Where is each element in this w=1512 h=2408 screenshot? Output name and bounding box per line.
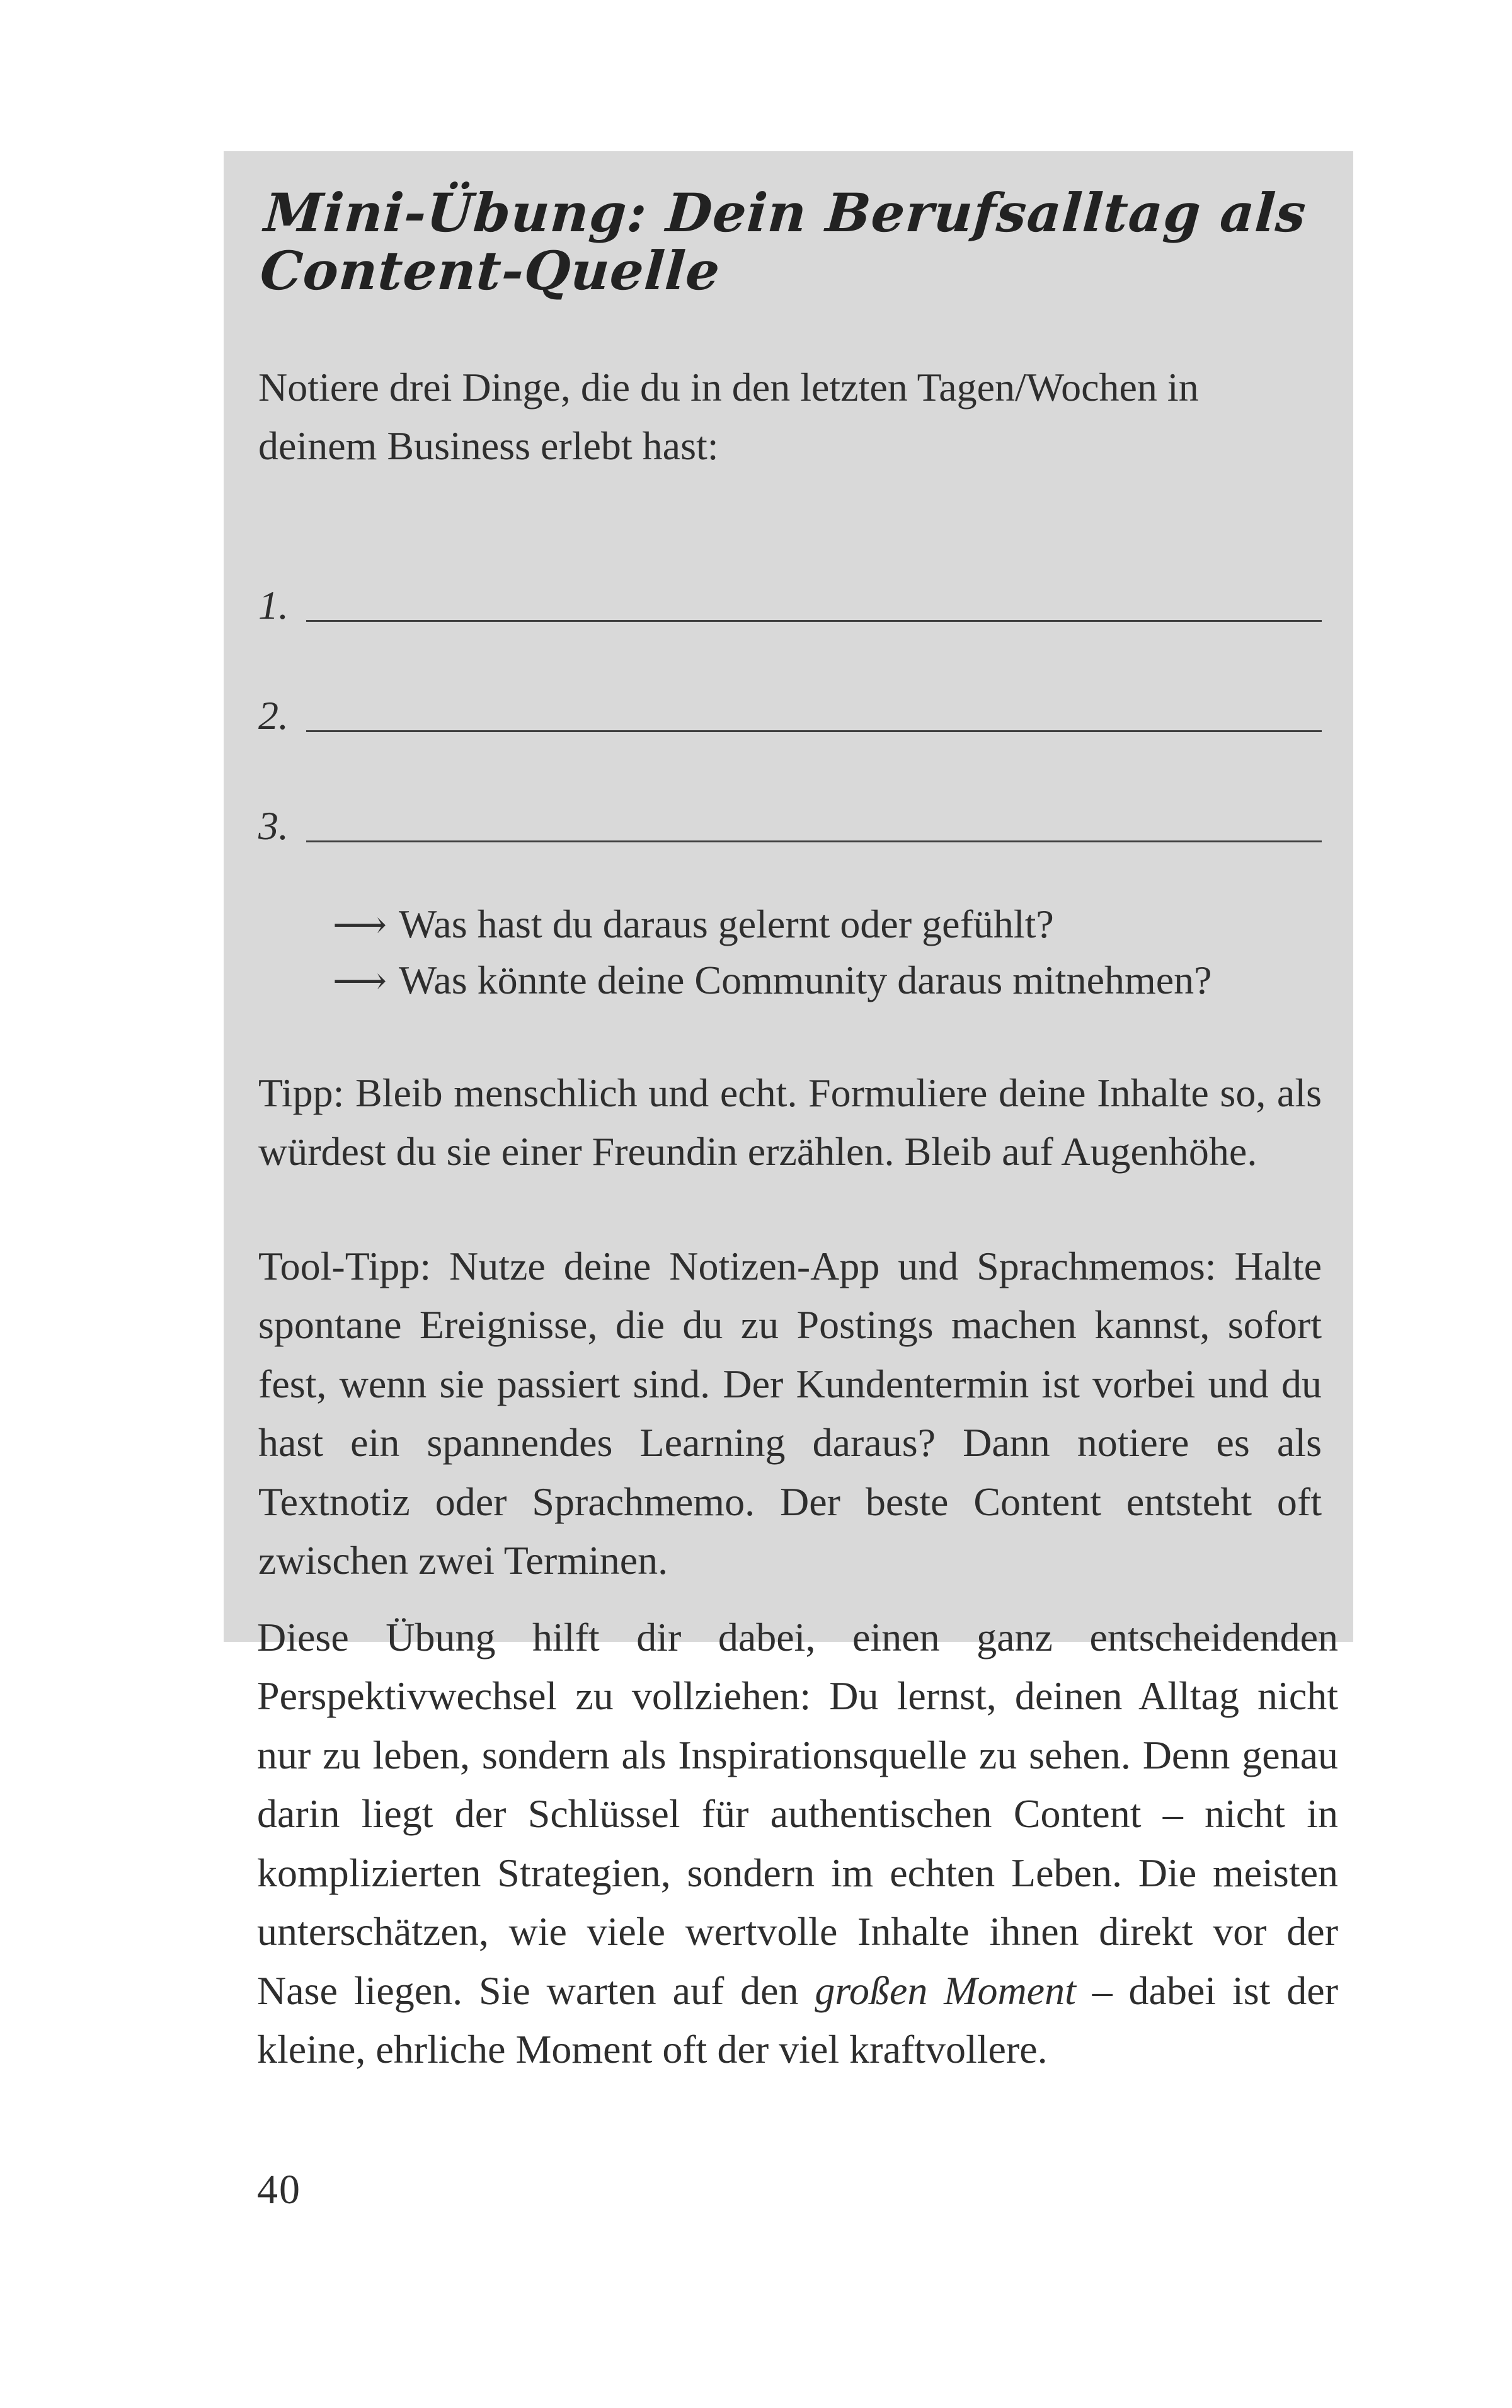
right-arrow-icon: ⟶ [333, 904, 387, 946]
exercise-title: Mini-Übung: Dein Berufsalltag als Content-Quelle [258, 181, 1309, 302]
arrow-question-text-1: Was hast du daraus gelernt oder gefühlt? [399, 902, 1054, 947]
body-text [257, 1608, 1338, 2079]
body-italic-phrase: großen Moment [815, 1968, 1076, 2013]
answer-row-3 [258, 737, 1322, 847]
arrow-question-row-2 [333, 953, 1322, 1008]
arrow-question-row-1 [333, 897, 1322, 952]
exercise-box [224, 151, 1353, 1642]
answer-line-2 [306, 730, 1322, 732]
answer-number-3: 3. [258, 803, 289, 849]
body-paragraph-start: Diese Übung hilft dir dabei, einen ganz entscheidenden Perspektivwechsel zu vollziehen: Du lernst, deinen Alltag nicht nur zu leben, sondern als Inspirationsquelle zu sehen. Denn genau darin liegt der Schlüssel für authentischen Content – nicht in komplizierten Strategien, sondern im echten Leben. Die meisten unterschätzen, wie viele wertvolle Inhalte ihnen direkt vor der Nase liegen. Sie warten auf den [257, 1615, 1338, 2013]
answer-number-1: 1. [258, 583, 289, 628]
answer-number-2: 2. [258, 693, 289, 738]
answer-line-3 [306, 840, 1322, 842]
tool-tipp-paragraph: Tool-Tipp: Nutze deine Notizen-App und Sprachmemos: Halte spontane Ereignisse, die du zu Postings machen kannst, sofort fest, wenn sie passiert sind. Der Kundentermin ist vorbei und du hast ein spannendes Learning daraus? Dann notiere es als Textnotiz oder Sprachmemo. Der beste Content entsteht oft zwischen zwei Terminen. [258, 1243, 1322, 1583]
arrow-question-list [258, 897, 1322, 1008]
right-arrow-icon: ⟶ [333, 960, 387, 1002]
body-paragraph [257, 1608, 1338, 2079]
tipp-paragraph: Tipp: Bleib menschlich und echt. Formuliere deine Inhalte so, als würdest du sie einer Freundin erzählen. Bleib auf Augenhöhe. [258, 1070, 1322, 1174]
answer-lines [258, 517, 1322, 847]
answer-row-1 [258, 517, 1322, 627]
body-paragraph-end: – dabei ist der kleine, ehrliche Moment oft der viel kraftvollere. [257, 1968, 1339, 2072]
answer-line-1 [306, 620, 1322, 622]
answer-row-2 [258, 627, 1322, 737]
exercise-intro: Notiere drei Dinge, die du in den letzten Tagen/Wochen in deinem Business erlebt hast: [258, 364, 1199, 468]
arrow-question-text-2: Was könnte deine Community daraus mitnehmen? [399, 957, 1212, 1002]
page-number: 40 [257, 2167, 301, 2213]
